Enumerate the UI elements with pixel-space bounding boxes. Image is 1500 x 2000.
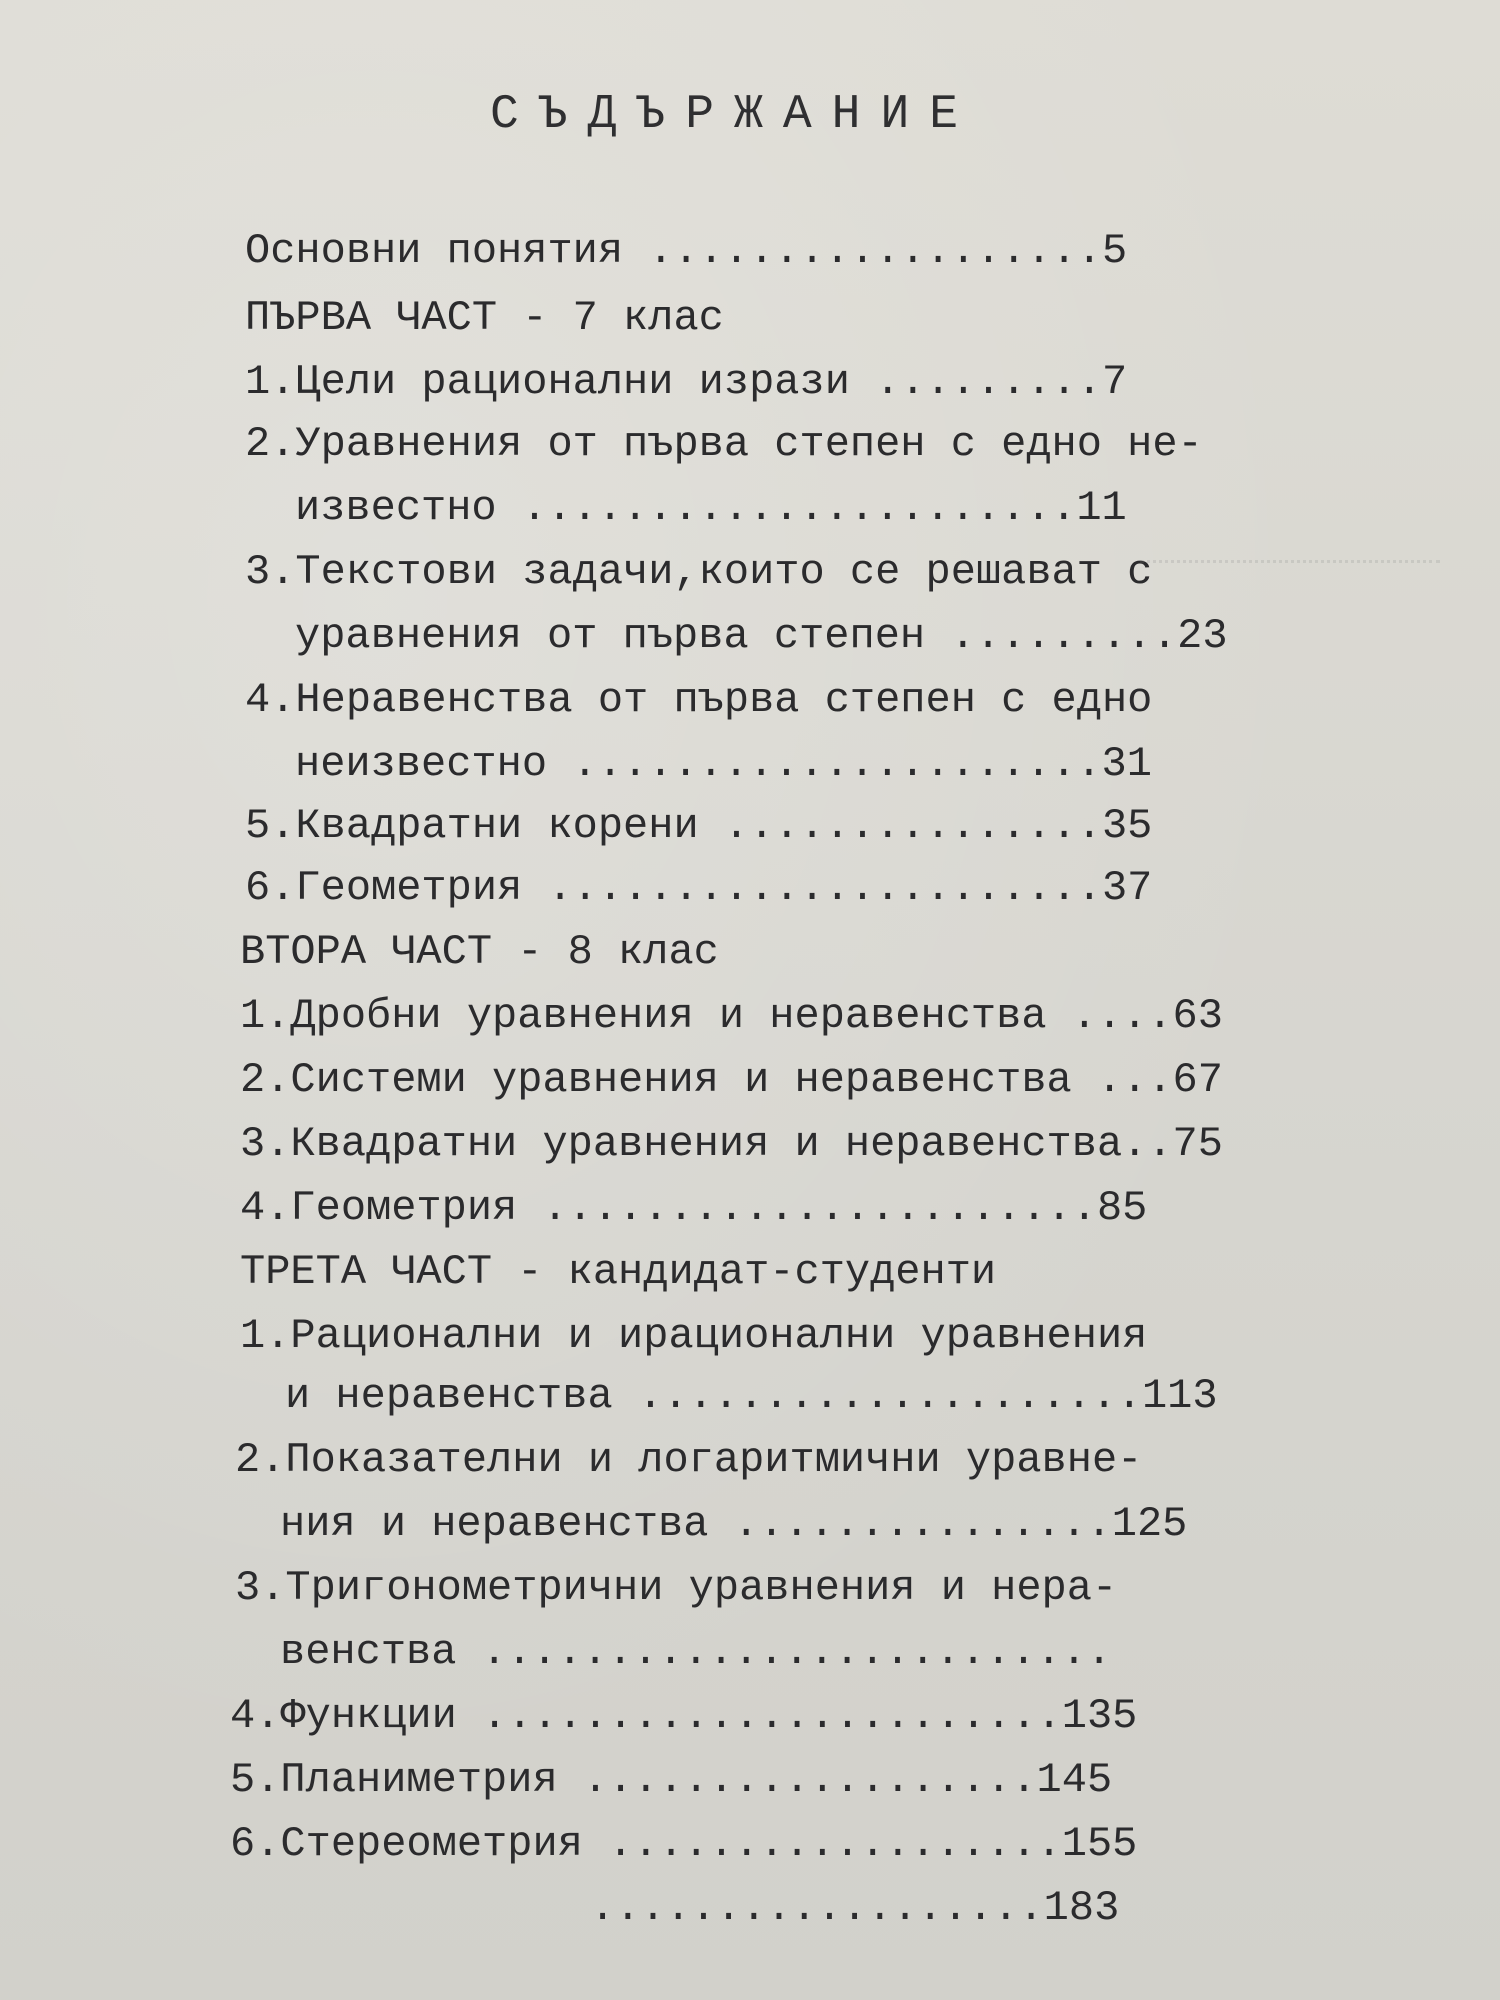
toc-line-1-3: 3.Текстови задачи,които се решават с bbox=[245, 548, 1153, 596]
faint-bleed-through bbox=[1140, 540, 1440, 563]
toc-line-3-3-cont: венства ......................... bbox=[280, 1628, 1112, 1676]
toc-line-1-4: 4.Неравенства от първа степен с едно bbox=[245, 676, 1153, 724]
toc-section-part-one: ПЪРВА ЧАСТ - 7 клас bbox=[245, 294, 724, 342]
toc-line-3-6: 6.Стереометрия ..................155 bbox=[230, 1820, 1138, 1868]
toc-line-3-4: 4.Функции .......................135 bbox=[230, 1692, 1138, 1740]
toc-line-1-2-cont: известно ......................11 bbox=[295, 484, 1127, 532]
toc-section-part-three: ТРЕТА ЧАСТ - кандидат-студенти bbox=[240, 1248, 997, 1296]
page-title: СЪДЪРЖАНИЕ bbox=[490, 88, 979, 142]
toc-line-1-4-cont: неизвестно .....................31 bbox=[295, 740, 1152, 788]
toc-line-1-2: 2.Уравнения от първа степен с едно не- bbox=[245, 420, 1203, 468]
toc-line-3-2: 2.Показателни и логаритмични уравне- bbox=[235, 1436, 1143, 1484]
toc-line-2-2: 2.Системи уравнения и неравенства ...67 bbox=[240, 1056, 1223, 1104]
toc-line-1-6: 6.Геометрия ......................37 bbox=[245, 864, 1153, 912]
toc-line-1-5: 5.Квадратни корени ...............35 bbox=[245, 802, 1153, 850]
toc-line-1-3-cont: уравнения от първа степен .........23 bbox=[295, 612, 1228, 660]
toc-line-final-dots: ..................183 bbox=[590, 1884, 1120, 1932]
toc-line-3-3: 3.Тригонометрични уравнения и нера- bbox=[235, 1564, 1118, 1612]
toc-line-3-1: 1.Рационални и ирационални уравнения bbox=[240, 1312, 1148, 1360]
toc-line-basic-concepts: Основни понятия ..................5 bbox=[245, 227, 1128, 275]
toc-line-3-2-cont: ния и неравенства ...............125 bbox=[280, 1500, 1188, 1548]
toc-line-3-5: 5.Планиметрия ..................145 bbox=[230, 1756, 1113, 1804]
toc-line-3-1-cont: и неравенства ....................113 bbox=[285, 1372, 1218, 1420]
toc-line-2-4: 4.Геометрия ......................85 bbox=[240, 1184, 1148, 1232]
toc-line-1-1: 1.Цели рационални изрази .........7 bbox=[245, 358, 1128, 406]
toc-line-2-1: 1.Дробни уравнения и неравенства ....63 bbox=[240, 992, 1223, 1040]
toc-line-2-3: 3.Квадратни уравнения и неравенства..75 bbox=[240, 1120, 1223, 1168]
toc-section-part-two: ВТОРА ЧАСТ - 8 клас bbox=[240, 928, 719, 976]
